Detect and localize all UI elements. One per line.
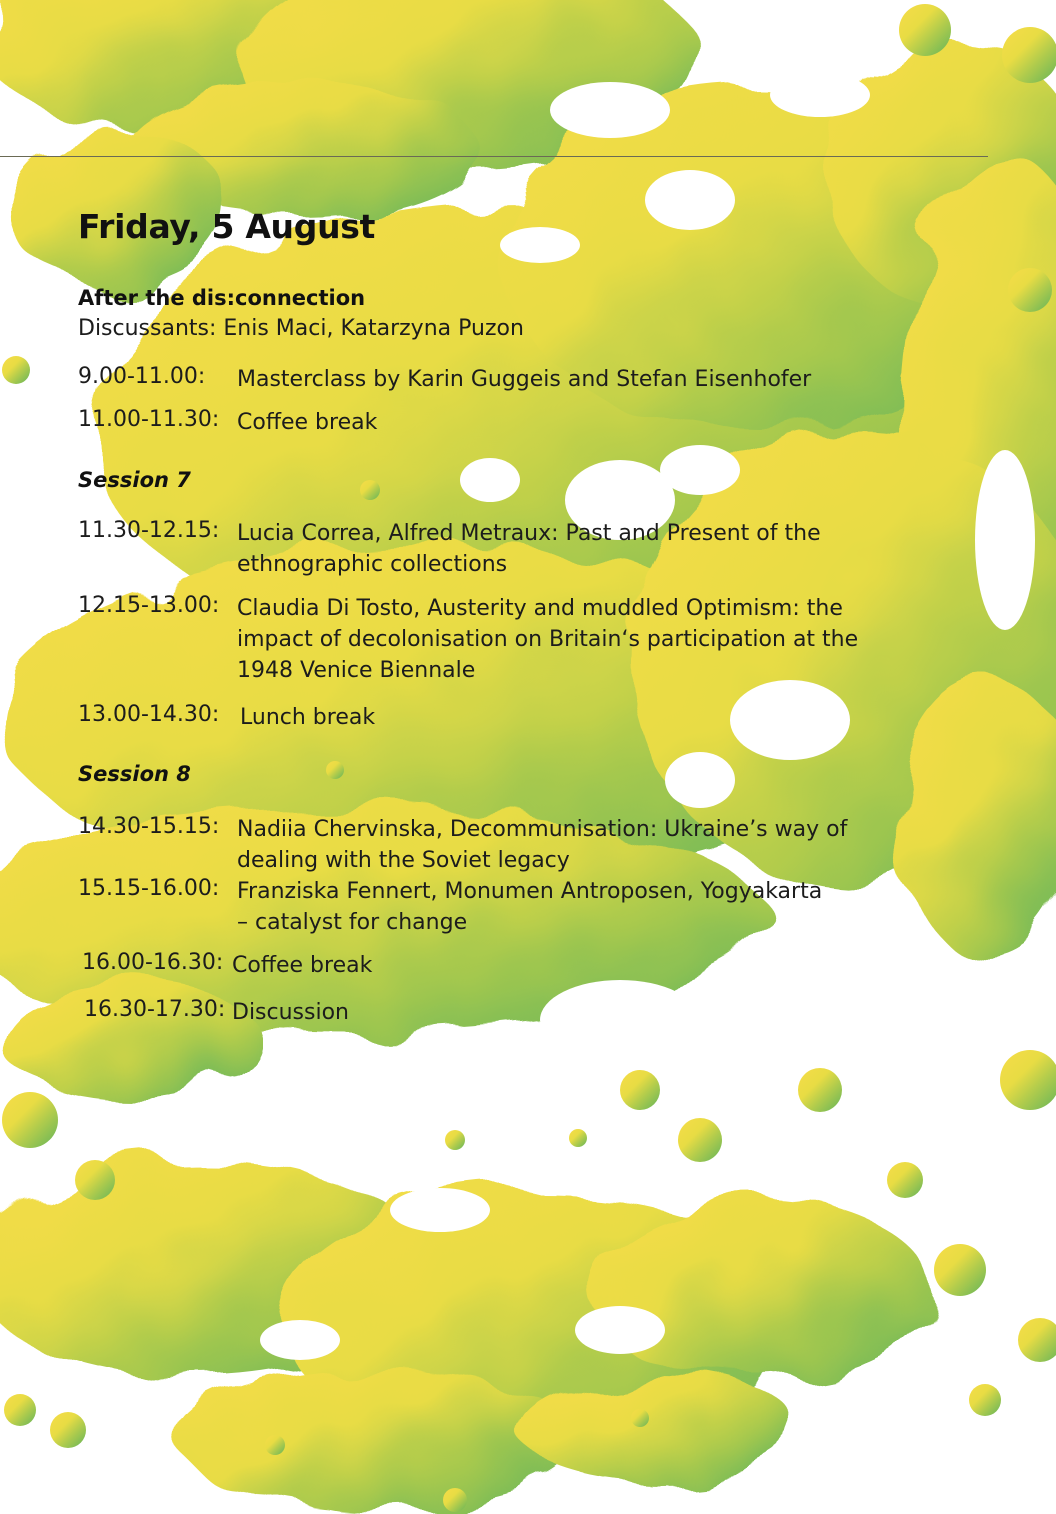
schedule-line: Lunch break: [240, 705, 376, 730]
schedule-line: dealing with the Soviet legacy: [237, 848, 570, 873]
schedule-time: 9.00-11.00:: [78, 364, 206, 389]
schedule-line: impact of decolonisation on Britain‘s participation at the: [237, 627, 859, 652]
schedule-time: 16.30-17.30:: [84, 997, 226, 1022]
schedule-time: 13.00-14.30:: [78, 702, 220, 727]
schedule-item: [237, 593, 997, 686]
schedule-line: Claudia Di Tosto, Austerity and muddled Optimism: the: [237, 596, 843, 621]
schedule-line: – catalyst for change: [237, 910, 468, 935]
schedule-item: [237, 407, 977, 438]
schedule-line: Masterclass by Karin Guggeis and Stefan Eisenhofer: [237, 367, 812, 392]
schedule-line: Lucia Correa, Alfred Metraux: Past and Present of the: [237, 521, 821, 546]
schedule-line: Nadiia Chervinska, Decommunisation: Ukraine’s way of: [237, 817, 848, 842]
session-7-heading: Session 7: [78, 468, 191, 492]
schedule-item: [237, 814, 997, 876]
schedule-item: [240, 702, 980, 733]
schedule-line: Coffee break: [237, 410, 378, 435]
schedule-line: 1948 Venice Biennale: [237, 658, 476, 683]
schedule-item: [237, 518, 977, 580]
schedule-line: Coffee break: [232, 953, 373, 978]
schedule-time: 14.30-15.15:: [78, 814, 220, 839]
schedule-time: 16.00-16.30:: [82, 950, 224, 975]
schedule-line: Franziska Fennert, Monumen Antroposen, Yogyakarta: [237, 879, 823, 904]
schedule-item: [237, 876, 997, 938]
schedule-line: ethnographic collections: [237, 552, 508, 577]
schedule-time: 11.30-12.15:: [78, 518, 220, 543]
block-title: After the dis:connection: [78, 286, 366, 310]
page-title: Friday, 5 August: [78, 207, 376, 246]
schedule-time: 12.15-13.00:: [78, 593, 220, 618]
schedule-time: 11.00-11.30:: [78, 407, 220, 432]
schedule-item: [232, 997, 972, 1028]
schedule-time: 15.15-16.00:: [78, 876, 220, 901]
schedule-item: [237, 364, 977, 395]
schedule-line: Discussion: [232, 1000, 349, 1025]
discussants: Discussants: Enis Maci, Katarzyna Puzon: [78, 316, 524, 341]
schedule-item: [232, 950, 972, 981]
session-8-heading: Session 8: [78, 762, 191, 786]
